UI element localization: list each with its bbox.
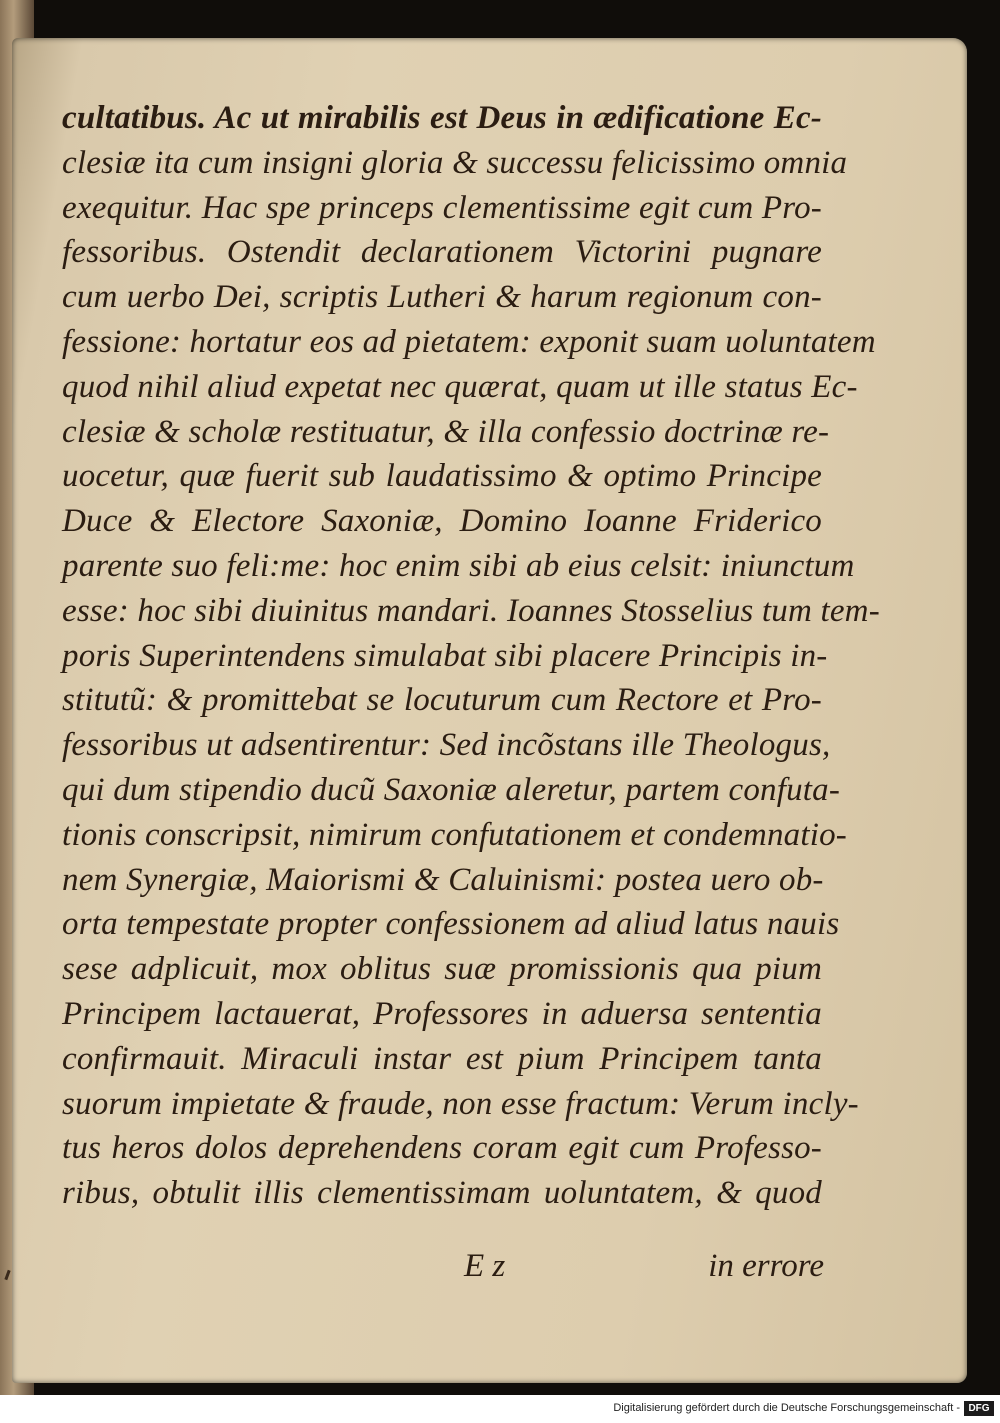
text-line: stitutũ: & promittebat se locuturum cum Rectore et Pro-: [62, 682, 822, 719]
text-line: nem Synergiæ, Maiorismi & Caluinismi: postea uero ob-: [62, 861, 824, 898]
text-line: esse: hoc sibi diuinitus mandari. Ioannes Stosselius tum tem-: [62, 592, 880, 629]
text-line: fessoribus ut adsentirentur: Sed incõstans ille Theologus,: [62, 727, 831, 764]
text-line: exequitur. Hac spe princeps clementissime egit cum Pro-: [62, 189, 822, 226]
text-line: tus heros dolos deprehendens coram egit cum Professo-: [62, 1130, 822, 1167]
catchword: in errore: [708, 1248, 824, 1284]
dfg-logo: DFG: [964, 1401, 994, 1416]
text-line: parente suo feli:me: hoc enim sibi ab eius celsit: iniunctum: [62, 547, 855, 584]
page-text-block: [62, 96, 880, 1216]
book-page: [12, 38, 967, 1383]
text-line: tionis conscripsit, nimirum confutationem et condemnatio-: [62, 816, 847, 853]
text-line: clesiæ ita cum insigni gloria & successu felicissimo omnia: [62, 144, 848, 181]
text-line: uocetur, quæ fuerit sub laudatissimo & optimo Principe: [62, 458, 822, 495]
funding-credit: Digitalisierung gefördert durch die Deutsche Forschungsgemeinschaft -: [613, 1402, 960, 1414]
text-line: suorum impietate & fraude, non esse fractum: Verum incly-: [62, 1085, 859, 1122]
text-line: orta tempestate propter confessionem ad aliud latus nauis: [62, 906, 840, 943]
text-line: fessione: hortatur eos ad pietatem: exponit suam uoluntatem: [62, 323, 876, 360]
signature-mark: E z: [464, 1248, 506, 1284]
text-line: sese adplicuit, mox oblitus suæ promissionis qua pium: [62, 951, 822, 988]
page-footer-line: [464, 1248, 824, 1296]
text-line: clesiæ & scholæ restituatur, & illa confessio doctrinæ re-: [62, 413, 830, 450]
text-line: cum uerbo Dei, scriptis Lutheri & harum regionum con-: [62, 279, 822, 316]
text-line: confirmauit. Miraculi instar est pium Principem tanta: [62, 1040, 822, 1077]
text-line: cultatibus. Ac ut mirabilis est Deus in ædificatione Ec-: [62, 100, 822, 136]
text-line: ribus, obtulit illis clementissimam uoluntatem, & quod: [62, 1175, 822, 1212]
text-line: fessoribus. Ostendit declarationem Victorini pugnare: [62, 234, 822, 271]
text-line: quod nihil aliud expetat nec quærat, quam ut ille status Ec-: [62, 368, 858, 405]
text-line: Duce & Electore Saxoniæ, Domino Ioanne Friderico: [62, 503, 822, 540]
text-line: poris Superintendens simulabat sibi placere Principis in-: [62, 637, 828, 674]
digitization-footer: [0, 1395, 1000, 1423]
text-line: Principem lactauerat, Professores in aduersa sententia: [62, 995, 822, 1032]
text-line: qui dum stipendio ducũ Saxoniæ aleretur, partem confuta-: [62, 771, 841, 808]
